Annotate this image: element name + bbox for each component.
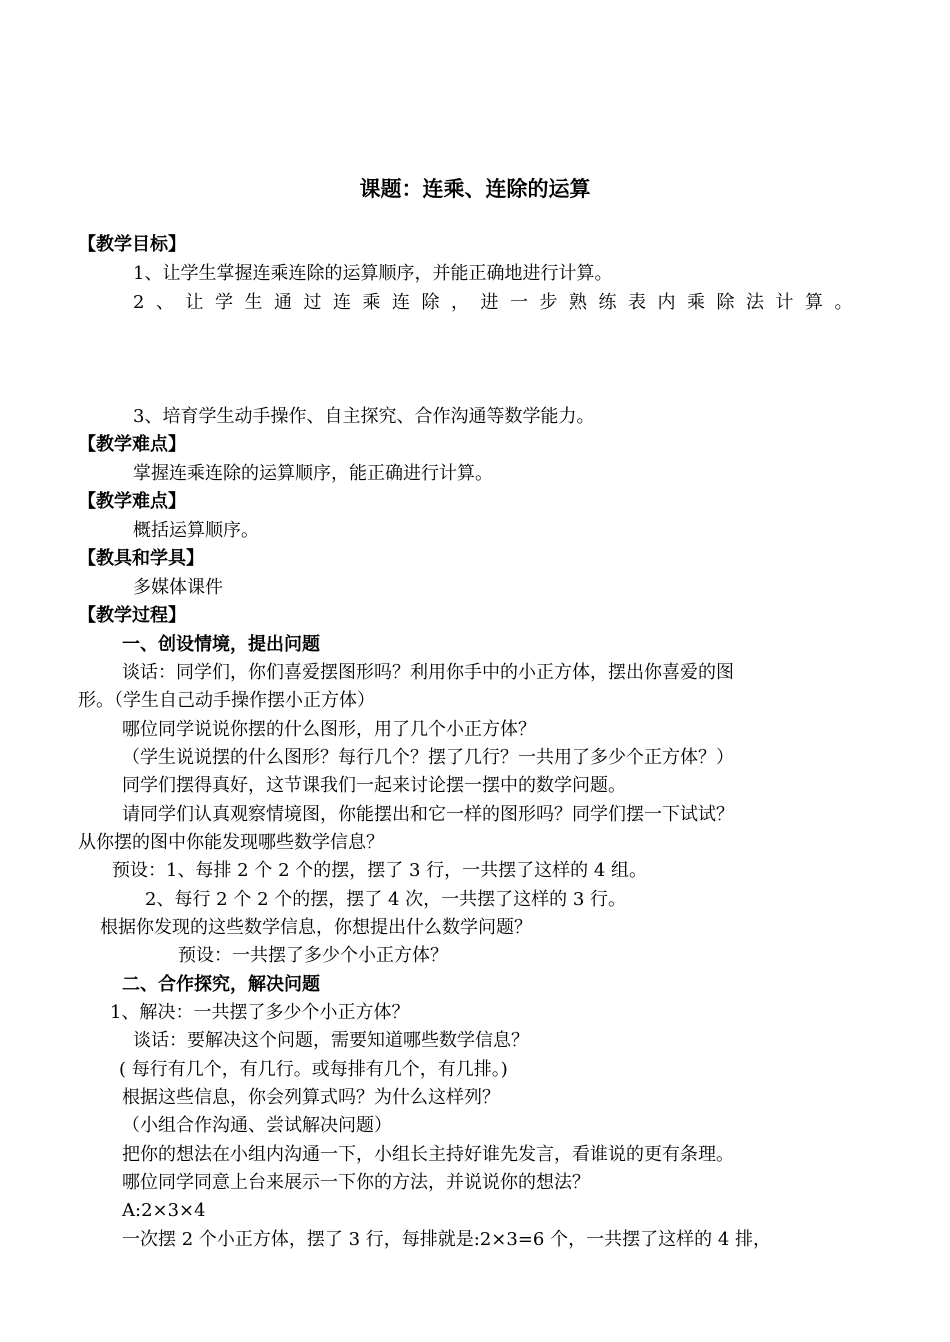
paragraph-line: 同学们摆得真好，这节课我们一起来讨论摆一摆中的数学问题。 xyxy=(122,775,626,796)
paragraph-line: 2、每行 2 个 2 个的摆，摆了 4 次，一共摆了这样的 3 行。 xyxy=(145,889,627,910)
tools-text: 多媒体课件 xyxy=(133,577,223,598)
subsection-heading-1: 一、创设情境，提出问题 xyxy=(122,634,320,655)
section-heading-tools: 【教具和学具】 xyxy=(78,548,204,569)
paragraph-line: 形。（学生自己动手操作摆小正方体） xyxy=(78,690,375,711)
objective-item-1: 1、让学生掌握连乘连除的运算顺序，并能正确地进行计算。 xyxy=(133,263,613,284)
formula-line: A:2×3×4 xyxy=(122,1200,206,1221)
paragraph-line: 1、解决：一共摆了多少个小正方体？ xyxy=(110,1002,410,1023)
paragraph-line: ( 每行有几个，有几行。或每排有几个，有几排。) xyxy=(119,1059,508,1080)
section-heading-objectives: 【教学目标】 xyxy=(78,234,186,255)
paragraph-line: 哪位同学同意上台来展示一下你的方法，并说说你的想法？ xyxy=(122,1172,590,1193)
paragraph-line: 谈话：要解决这个问题，需要知道哪些数学信息？ xyxy=(133,1030,529,1051)
section-heading-process: 【教学过程】 xyxy=(78,605,186,626)
paragraph-line: 预设：一共摆了多少个小正方体？ xyxy=(178,945,448,966)
paragraph-line: 请同学们认真观察情境图，你能摆出和它一样的图形吗？同学们摆一下试试？ xyxy=(122,804,734,825)
paragraph-line: 根据这些信息，你会列算式吗？为什么这样列？ xyxy=(122,1087,500,1108)
paragraph-line: 从你摆的图中你能发现哪些数学信息？ xyxy=(78,832,384,853)
section-heading-difficulty-1: 【教学难点】 xyxy=(78,434,186,455)
paragraph-line: 哪位同学说说你摆的什么图形，用了几个小正方体？ xyxy=(122,719,536,740)
objective-item-2-text: 2、让学生通过连乘连除，进一步熟练表内乘除法计算。 xyxy=(133,292,864,313)
paragraph-line: （学生说说摆的什么图形？每行几个？摆了几行？一共用了多少个正方体？） xyxy=(122,747,734,768)
paragraph-line: 一次摆 2 个小正方体，摆了 3 行，每排就是:2×3=6 个，一共摆了这样的 4 排， xyxy=(122,1229,771,1250)
page-title: 课题：连乘、连除的运算 xyxy=(359,176,591,201)
paragraph-line: 预设：1、每排 2 个 2 个的摆，摆了 3 行，一共摆了这样的 4 组。 xyxy=(112,860,648,881)
section-heading-difficulty-2: 【教学难点】 xyxy=(78,491,186,512)
difficulty-text-1: 掌握连乘连除的运算顺序，能正确进行计算。 xyxy=(133,463,493,484)
difficulty-text-2: 概括运算顺序。 xyxy=(133,520,259,541)
paragraph-line: 把你的想法在小组内沟通一下，小组长主持好谁先发言，看谁说的更有条理。 xyxy=(122,1144,734,1165)
objective-item-2 xyxy=(133,291,863,315)
paragraph-line: 根据你发现的这些数学信息，你想提出什么数学问题？ xyxy=(100,917,532,938)
paragraph-line: （小组合作沟通、尝试解决问题） xyxy=(122,1115,392,1136)
subsection-heading-2: 二、合作探究，解决问题 xyxy=(122,974,320,995)
objective-item-3: 3、培育学生动手操作、自主探究、合作沟通等数学能力。 xyxy=(133,406,595,427)
paragraph-line: 谈话：同学们，你们喜爱摆图形吗？利用你手中的小正方体，摆出你喜爱的图 xyxy=(122,662,734,683)
